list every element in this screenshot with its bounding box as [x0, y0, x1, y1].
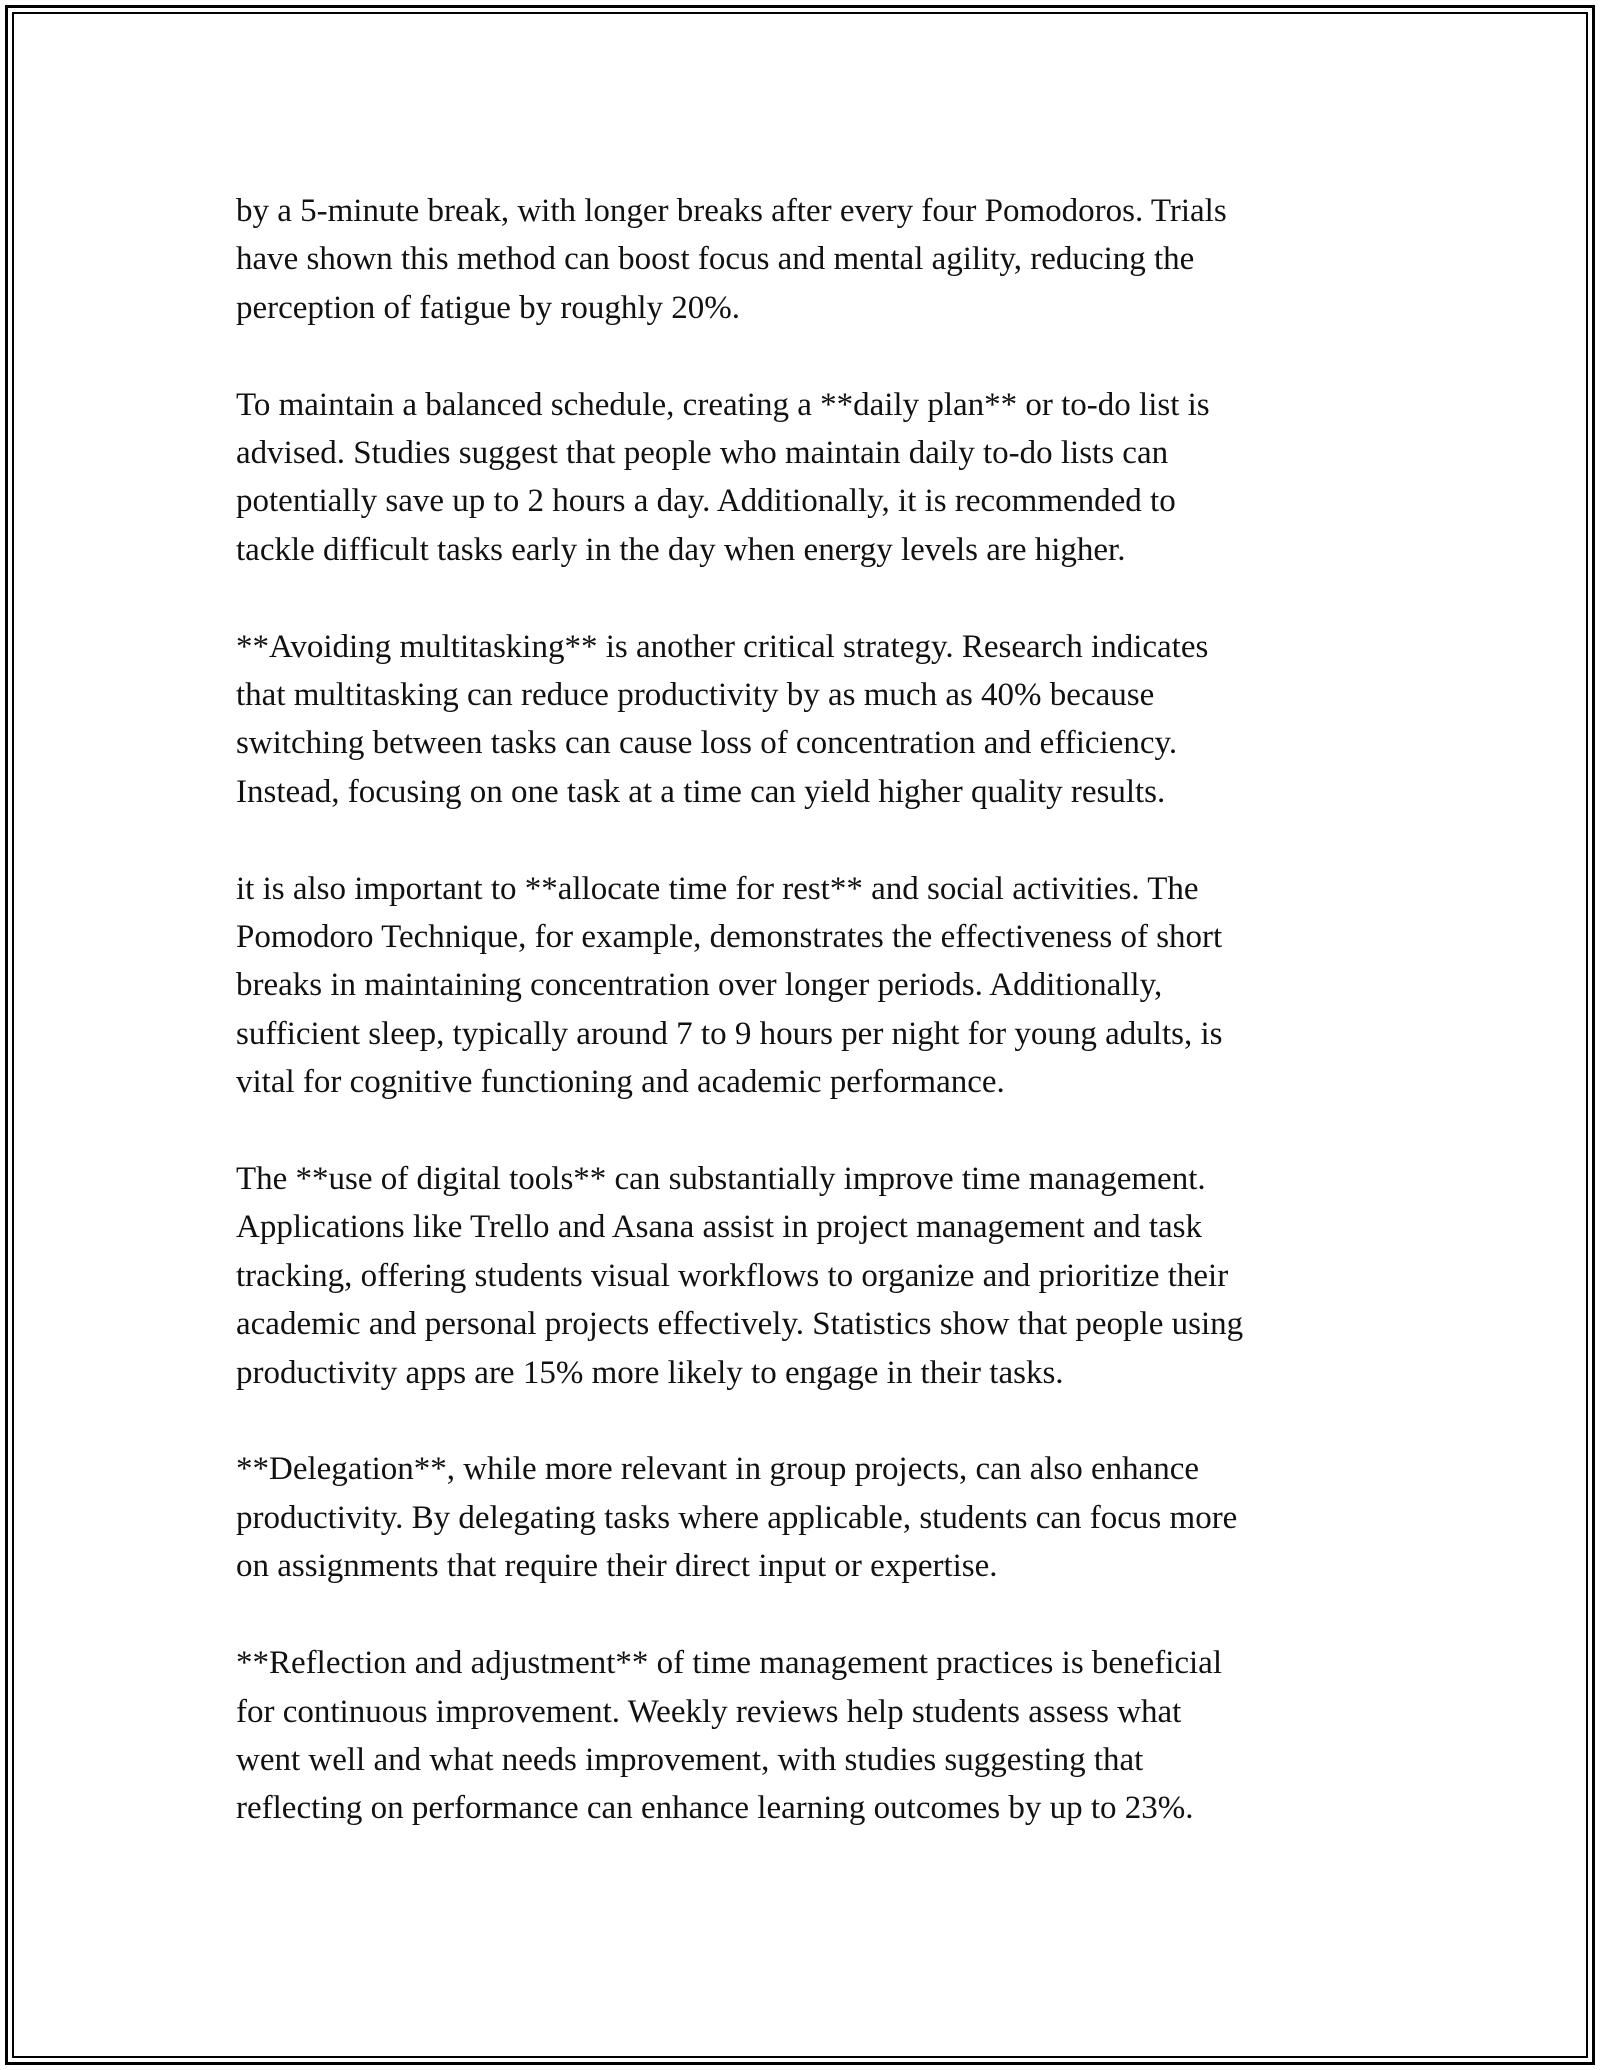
- text-line: Pomodoro Technique, for example, demonstrates the effectiveness of short: [236, 919, 1223, 956]
- paragraph-digital-tools: [236, 1155, 1376, 1397]
- text-line: **Reflection and adjustment** of time management practices is beneficial: [236, 1645, 1222, 1682]
- text-line: Instead, focusing on one task at a time can yield higher quality results.: [236, 773, 1166, 810]
- text-line: reflecting on performance can enhance learning outcomes by up to 23%.: [236, 1790, 1194, 1827]
- text-line: that multitasking can reduce productivity by as much as 40% because: [236, 677, 1155, 714]
- text-line: tackle difficult tasks early in the day when energy levels are higher.: [236, 531, 1126, 568]
- text-line: advised. Studies suggest that people who maintain daily to-do lists can: [236, 435, 1169, 472]
- text-line: The **use of digital tools** can substantially improve time management.: [236, 1161, 1206, 1198]
- paragraph-delegation: [236, 1445, 1376, 1590]
- text-line: it is also important to **allocate time for rest** and social activities. The: [236, 870, 1199, 907]
- paragraph-avoiding-multitasking: [236, 623, 1376, 817]
- text-line: for continuous improvement. Weekly reviews help students assess what: [236, 1693, 1182, 1730]
- text-line: have shown this method can boost focus and mental agility, reducing the: [236, 241, 1195, 278]
- text-line: breaks in maintaining concentration over longer periods. Additionally,: [236, 967, 1163, 1004]
- text-line: went well and what needs improvement, with studies suggesting that: [236, 1741, 1144, 1778]
- text-line: To maintain a balanced schedule, creating a **daily plan** or to-do list is: [236, 386, 1210, 423]
- text-line: vital for cognitive functioning and academic performance.: [236, 1064, 1005, 1101]
- text-line: productivity. By delegating tasks where applicable, students can focus more: [236, 1499, 1238, 1536]
- text-line: tracking, offering students visual workflows to organize and prioritize their: [236, 1257, 1229, 1294]
- paragraph-daily-plan: [236, 381, 1376, 575]
- text-line: sufficient sleep, typically around 7 to 9 hours per night for young adults, is: [236, 1015, 1223, 1052]
- text-line: on assignments that require their direct input or expertise.: [236, 1548, 998, 1585]
- text-line: academic and personal projects effectively. Statistics show that people using: [236, 1306, 1244, 1343]
- text-line: **Avoiding multitasking** is another critical strategy. Research indicates: [236, 628, 1209, 665]
- paragraph-rest-and-sleep: [236, 865, 1376, 1107]
- text-line: potentially save up to 2 hours a day. Additionally, it is recommended to: [236, 483, 1176, 520]
- paragraph-pomodoro-trials: [236, 187, 1376, 332]
- text-line: productivity apps are 15% more likely to engage in their tasks.: [236, 1354, 1064, 1391]
- paragraph-reflection: [236, 1639, 1376, 1833]
- text-line: switching between tasks can cause loss of concentration and efficiency.: [236, 725, 1178, 762]
- text-line: perception of fatigue by roughly 20%.: [236, 289, 741, 326]
- text-line: by a 5-minute break, with longer breaks after every four Pomodoros. Trials: [236, 193, 1227, 229]
- document-body: [236, 187, 1376, 1881]
- text-line: Applications like Trello and Asana assist in project management and task: [236, 1209, 1202, 1246]
- text-line: **Delegation**, while more relevant in group projects, can also enhance: [236, 1451, 1200, 1488]
